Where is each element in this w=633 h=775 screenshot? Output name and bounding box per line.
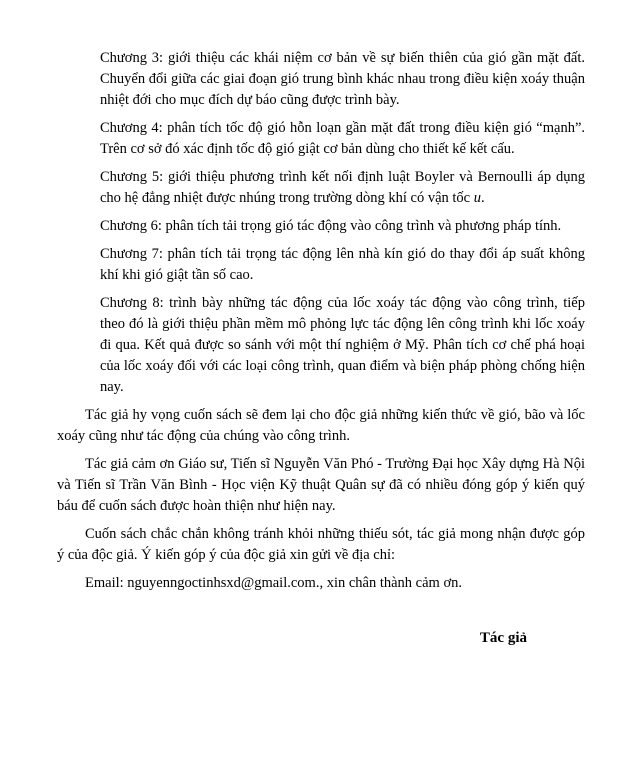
paragraph-text: Chương 3: giới thiệu các khái niệm cơ bản về sự biến thiên của gió gần mặt đất. Chuyển đổi giữa các giai đoạn gió trung bình khác nhau trong điều kiện xoáy thuận nhiệt đới cho mục đích dự báo cũng được trình bày. — [100, 50, 585, 108]
paragraph-text-italic: u — [473, 190, 481, 206]
paragraph-list — [57, 48, 585, 594]
paragraph-text: Chương 7: phân tích tải trọng tác động lên nhà kín gió do thay đổi áp suất không khí khi gió giật tần số cao. — [100, 246, 585, 283]
paragraph-text: Chương 6: phân tích tải trọng gió tác động vào công trình và phương pháp tính. — [100, 218, 562, 234]
paragraph — [100, 293, 585, 398]
paragraph-text: Chương 5: giới thiệu phương trình kết nối định luật Boyler và Bernoulli áp dụng cho hệ đẳng nhiệt được nhúng trong trường dòng khí có vận tốc — [100, 169, 585, 206]
paragraph — [100, 118, 585, 160]
paragraph — [100, 216, 585, 237]
paragraph-text: Tác giả hy vọng cuốn sách sẽ đem lại cho độc giả những kiến thức về gió, bão và lốc xoáy cũng như tác động của chúng vào công trình. — [57, 407, 585, 444]
paragraph-text: Chương 4: phân tích tốc độ gió hỗn loạn gần mặt đất trong điều kiện gió “mạnh”. Trên cơ sở đó xác định tốc độ gió giật cơ bản dùng cho thiết kế kết cấu. — [100, 120, 585, 157]
signature-block — [57, 628, 585, 649]
paragraph-text: . — [481, 190, 485, 206]
paragraph-text: Email: nguyenngoctinhsxd@gmail.com., xin chân thành cảm ơn. — [85, 575, 462, 591]
paragraph-text: Cuốn sách chắc chắn không tránh khỏi những thiếu sót, tác giả mong nhận được góp ý của độc giả. Ý kiến góp ý của độc giả xin gửi về địa chỉ: — [57, 526, 585, 563]
paragraph-text: Chương 8: trình bày những tác động của lốc xoáy tác động vào công trình, tiếp theo đó là giới thiệu phần mềm mô phỏng lực tác động lên công trình khi lốc xoáy đi qua. Kết quả được so sánh với một thí nghiệm ở Mỹ. Phân tích cơ chế phá hoại của lốc xoáy đối với các loại công trình, quan điểm và biện pháp phòng chống hiện nay. — [100, 295, 585, 395]
paragraph — [57, 524, 585, 566]
paragraph — [100, 48, 585, 111]
paragraph — [57, 454, 585, 517]
paragraph — [57, 573, 585, 594]
signature-text: Tác giả — [479, 630, 527, 646]
paragraph — [57, 405, 585, 447]
paragraph — [100, 167, 585, 209]
paragraph-text: Tác giả cảm ơn Giáo sư, Tiến sĩ Nguyễn Văn Phó - Trường Đại học Xây dựng Hà Nội và Tiến sĩ Trần Văn Bình - Học viện Kỹ thuật Quân sự đã có nhiều đóng góp ý kiến quý báu để cuốn sách được hoàn thiện như hiện nay. — [57, 456, 585, 514]
paragraph — [100, 244, 585, 286]
